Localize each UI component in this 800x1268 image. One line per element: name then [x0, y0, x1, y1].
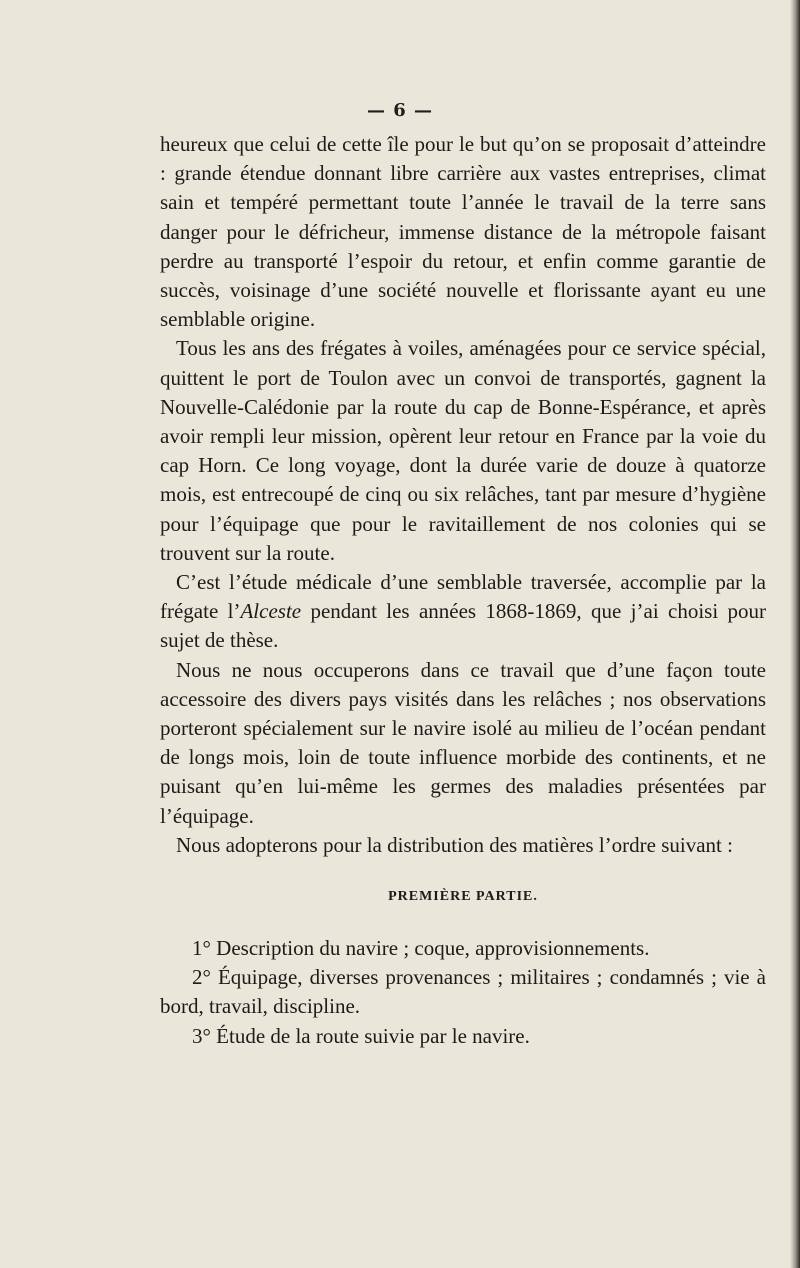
list-text: Équipage, diverses provenances ; militaires ; condamnés ; vie à bord, travail, discipline.: [160, 965, 766, 1019]
paragraph-fregates: Tous les ans des frégates à voiles, aménagées pour ce service spécial, quittent le port de Toulon avec un convoi de transportés, gagnent la Nouvelle-Calédonie par la route du cap de Bonne-Espérance, et après avoir rempli leur mission, opèrent leur retour en France par la voie du cap Horn. Ce long voyage, dont la durée varie de douze à quatorze mois, est entrecoupé de cinq ou six relâches, tant par mesure d’hygiène pour l’équipage que pour le ravitaillement de nos colonies qui se trouvent sur la route.: [160, 336, 766, 565]
list-item-1: [160, 934, 766, 963]
page-number: — 6 —: [366, 100, 434, 121]
paragraph-etude-text-start: C’est l’étude médicale d’une semblable traversée, accomplie par la frégate l’: [160, 570, 766, 624]
list-number: 3°: [192, 1023, 211, 1048]
list-item-3: [160, 1022, 766, 1051]
paragraph-observations: Nous ne nous occuperons dans ce travail que d’une façon toute accessoire des divers pays visités dans les relâches ; nos observations porteront spécialement sur le navire isolé au milieu de l’océan pendant de longs mois, loin de toute influence morbide des continents, et ne puisant qu’en lui-même les germes des maladies présentées par l’équipage.: [160, 657, 766, 828]
list-item-2: [160, 963, 766, 1021]
list-number: 2°: [192, 965, 211, 990]
page-edge-shadow: [790, 0, 800, 1268]
paragraph-etude-text-end: pendant les années 1868-1869, que j’ai choisi pour sujet de thèse.: [160, 599, 766, 653]
section-heading: PREMIÈRE PARTIE.: [388, 889, 538, 905]
list-text: Étude de la route suivie par le navire.: [216, 1023, 530, 1048]
paragraph-continuation: heureux que celui de cette île pour le but qu’on se proposait d’atteindre : grande étendue donnant libre carrière aux vastes entreprises, climat sain et tempéré permettant toute l’année le travail de la terre sans danger pour le défricheur, immense distance de la métropole faisant perdre au transporté l’espoir du retour, et enfin comme garantie de succès, voisinage d’une société nouvelle et florissante ayant eu une semblable origine.: [160, 132, 766, 332]
ship-name-alceste: Alceste: [240, 599, 302, 624]
paragraph-ordre: Nous adopterons pour la distribution des matières l’ordre suivant :: [176, 832, 733, 857]
list-text: Description du navire ; coque, approvisionnements.: [216, 936, 650, 961]
paragraph-etude-medicale: [160, 568, 766, 656]
list-number: 1°: [192, 936, 211, 961]
body-text: [160, 130, 766, 1051]
